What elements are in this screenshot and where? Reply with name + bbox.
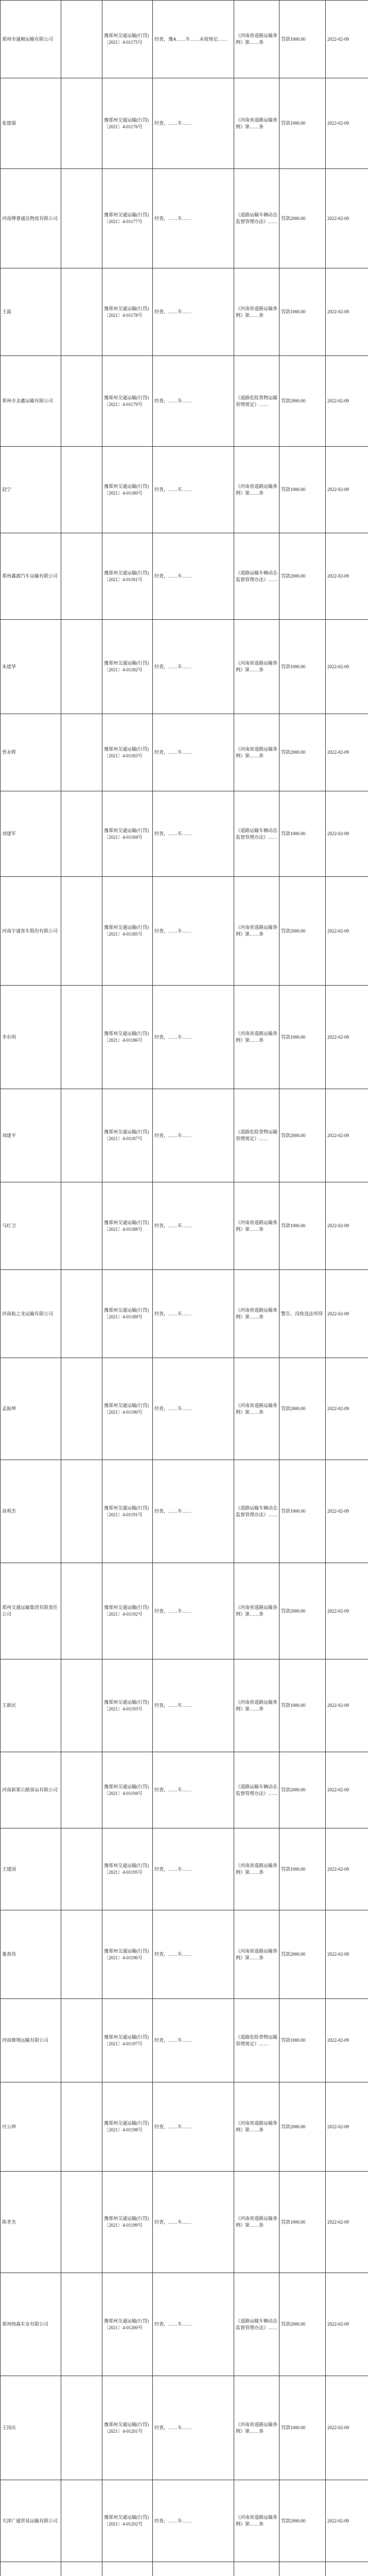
table-row xyxy=(1,2172,368,2273)
penalty-result-cell: 罚款1000.00 xyxy=(279,791,326,877)
violation-description-cell: 经查，……车…… xyxy=(153,877,234,986)
decision-number-cell: 豫郑州交通运输(行罚)〔2021〕4-01180号 xyxy=(102,447,153,533)
table-row xyxy=(1,1563,368,1659)
violation-description-cell: 经查，……车…… xyxy=(153,1182,234,1270)
table-row xyxy=(1,877,368,986)
decision-number-cell: 豫郑州交通运输(行罚)〔2021〕4-01199号 xyxy=(102,2172,153,2273)
decision-number-cell: 豫郑州交通运输(行罚)〔2021〕4-01195号 xyxy=(102,1828,153,1910)
party-name-cell: 赵宁 xyxy=(1,447,61,533)
table-row xyxy=(1,1752,368,1828)
penalty-result-cell: 罚款1000.00 xyxy=(279,268,326,356)
legal-basis-cell: 《河南省道路运输条例》第……条 xyxy=(234,2480,279,2562)
decision-date-cell: 2022-02-09 xyxy=(326,169,368,268)
penalty-result-cell xyxy=(279,2562,326,2576)
penalty-result-cell: 罚款1000.00 xyxy=(279,1182,326,1270)
penalty-result-cell: 罚款1000.00 xyxy=(279,1828,326,1910)
party-name-cell: 河南博睿通达物流有限公司 xyxy=(1,169,61,268)
decision-number-cell: 豫郑州交通运输(行罚)〔2021〕4-01201号 xyxy=(102,2376,153,2480)
decision-date-cell: 2022-02-09 xyxy=(326,2376,368,2480)
table-row xyxy=(1,1999,368,2082)
party-name-cell: 付云坤 xyxy=(1,2082,61,2172)
decision-date-cell: 2022-02-09 xyxy=(326,714,368,791)
decision-date-cell: 2022-02-09 xyxy=(326,2273,368,2376)
decision-number-cell: 豫郑州交通运输(行罚)〔2021〕4-01179号 xyxy=(102,356,153,447)
party-name-cell: 王新民 xyxy=(1,1659,61,1752)
decision-date-cell: 2022-02-09 xyxy=(326,533,368,620)
decision-number-cell: 豫郑州交通运输(行罚)〔2021〕4-01200号 xyxy=(102,2273,153,2376)
violation-description-cell: 经查，……车…… xyxy=(153,1358,234,1460)
decision-date-cell: 2022-02-09 xyxy=(326,1358,368,1460)
decision-number-cell xyxy=(102,2562,153,2576)
blank-cell xyxy=(61,447,102,533)
penalty-result-cell: 罚款2000.00 xyxy=(279,1563,326,1659)
penalty-result-cell: 警告、没收违法所得 xyxy=(279,1270,326,1358)
legal-basis-cell: 《河南省道路运输条例》第……条 xyxy=(234,1,279,78)
violation-description-cell: 经查，……车…… xyxy=(153,1563,234,1659)
penalty-result-cell: 罚款1000.00 xyxy=(279,1999,326,2082)
blank-cell xyxy=(61,2376,102,2480)
violation-description-cell: 经查，……车…… xyxy=(153,2172,234,2273)
penalty-result-cell: 罚款1000.00 xyxy=(279,1,326,78)
legal-basis-cell: 《道路危险货物运输管理规定》…… xyxy=(234,1089,279,1182)
table-row xyxy=(1,78,368,169)
decision-date-cell: 2022-02-09 xyxy=(326,1659,368,1752)
decision-date-cell: 2022-02-09 xyxy=(326,1828,368,1910)
party-name-cell: 河南新郑公路客运有限公司 xyxy=(1,1752,61,1828)
decision-date-cell: 2022-02-09 xyxy=(326,2480,368,2562)
table-row xyxy=(1,356,368,447)
legal-basis-cell: 《河南省道路运输条例》第……条 xyxy=(234,1910,279,1999)
violation-description-cell: 经查，……车…… xyxy=(153,1089,234,1182)
blank-cell xyxy=(61,1460,102,1563)
legal-basis-cell: 《河南省道路运输条例》第……条 xyxy=(234,78,279,169)
legal-basis-cell: 《道路危险货物运输管理规定》…… xyxy=(234,356,279,447)
legal-basis-cell: 《河南省道路运输条例》第……条 xyxy=(234,1358,279,1460)
decision-date-cell: 2022-02-09 xyxy=(326,986,368,1089)
party-name-cell: 刘建军 xyxy=(1,791,61,877)
legal-basis-cell: 《道路危险货物运输管理规定》…… xyxy=(234,1999,279,2082)
party-name-cell: 郑州纳森实业有限公司 xyxy=(1,2273,61,2376)
decision-number-cell: 豫郑州交通运输(行罚)〔2021〕4-01193号 xyxy=(102,1659,153,1752)
decision-date-cell: 2022-02-09 xyxy=(326,877,368,986)
blank-cell xyxy=(61,2172,102,2273)
table-row xyxy=(1,447,368,533)
blank-cell xyxy=(61,1999,102,2082)
violation-description-cell: 经查，豫A……车……未按规定…… xyxy=(153,1,234,78)
penalty-result-cell: 罚款1000.00 xyxy=(279,447,326,533)
legal-basis-cell: 《河南省道路运输条例》第……条 xyxy=(234,714,279,791)
table-row xyxy=(1,1828,368,1910)
party-name-cell: 郑州鑫源汽车运输有限公司 xyxy=(1,533,61,620)
violation-description-cell: 经查，……车…… xyxy=(153,1828,234,1910)
violation-description-cell: 经查，……车…… xyxy=(153,620,234,714)
decision-number-cell: 豫郑州交通运输(行罚)〔2021〕4-01198号 xyxy=(102,2082,153,2172)
legal-basis-cell: 《河南省道路运输条例》第……条 xyxy=(234,447,279,533)
table-row xyxy=(1,2376,368,2480)
decision-date-cell: 2022-02-09 xyxy=(326,1182,368,1270)
decision-number-cell: 豫郑州交通运输(行罚)〔2021〕4-01192号 xyxy=(102,1563,153,1659)
table-row xyxy=(1,1460,368,1563)
penalty-result-cell: 罚款2000.00 xyxy=(279,1910,326,1999)
decision-number-cell: 豫郑州交通运输(行罚)〔2021〕4-01202号 xyxy=(102,2480,153,2562)
legal-basis-cell: 《河南省道路运输条例》第……条 xyxy=(234,986,279,1089)
table-row xyxy=(1,1910,368,1999)
blank-cell xyxy=(61,268,102,356)
party-name-cell: 天津广通贸易运输有限公司 xyxy=(1,2480,61,2562)
penalty-result-cell: 罚款2000.00 xyxy=(279,877,326,986)
decision-date-cell: 2022-02-09 xyxy=(326,268,368,356)
legal-basis-cell xyxy=(234,2562,279,2576)
party-name-cell: 孟振坤 xyxy=(1,1358,61,1460)
blank-cell xyxy=(61,78,102,169)
decision-number-cell: 豫郑州交通运输(行罚)〔2021〕4-01196号 xyxy=(102,1910,153,1999)
table-row xyxy=(1,1,368,78)
party-name-cell: 河南宇通客车股份有限公司 xyxy=(1,877,61,986)
legal-basis-cell: 《河南省道路运输条例》第……条 xyxy=(234,1563,279,1659)
decision-number-cell: 豫郑州交通运输(行罚)〔2021〕4-01189号 xyxy=(102,1270,153,1358)
violation-description-cell: 经查，……车…… xyxy=(153,1910,234,1999)
blank-cell xyxy=(61,1828,102,1910)
decision-date-cell: 2022-02-09 xyxy=(326,447,368,533)
decision-number-cell: 豫郑州交通运输(行罚)〔2021〕4-01187号 xyxy=(102,1089,153,1182)
party-name-cell: 马红卫 xyxy=(1,1182,61,1270)
decision-date-cell: 2022-02-09 xyxy=(326,1270,368,1358)
party-name-cell: 王建国 xyxy=(1,1828,61,1910)
legal-basis-cell: 《河南省道路运输条例》第……条 xyxy=(234,2082,279,2172)
penalty-result-cell: 罚款1000.00 xyxy=(279,2172,326,2273)
blank-cell xyxy=(61,2082,102,2172)
violation-description-cell xyxy=(153,2562,234,2576)
party-name-cell: 刘建平 xyxy=(1,1089,61,1182)
blank-cell xyxy=(61,1270,102,1358)
penalty-result-cell: 罚款1000.00 xyxy=(279,620,326,714)
decision-date-cell: 2022-02-09 xyxy=(326,620,368,714)
penalty-result-cell: 罚款1000.00 xyxy=(279,78,326,169)
penalty-result-cell: 罚款2000.00 xyxy=(279,1358,326,1460)
penalty-result-cell: 罚款2000.00 xyxy=(279,169,326,268)
legal-basis-cell: 《河南省道路运输条例》第……条 xyxy=(234,268,279,356)
decision-date-cell: 2022-02-09 xyxy=(326,1089,368,1182)
party-name-cell: 王磊 xyxy=(1,268,61,356)
decision-number-cell: 豫郑州交通运输(行罚)〔2021〕4-01176号 xyxy=(102,78,153,169)
party-name-cell: 贾永辉 xyxy=(1,714,61,791)
legal-basis-cell: 《河南省道路运输条例》第……条 xyxy=(234,620,279,714)
decision-date-cell: 2022-02-09 xyxy=(326,1752,368,1828)
decision-number-cell: 豫郑州交通运输(行罚)〔2021〕4-01184号 xyxy=(102,791,153,877)
table-row xyxy=(1,2082,368,2172)
decision-number-cell: 豫郑州交通运输(行罚)〔2021〕4-01191号 xyxy=(102,1460,153,1563)
violation-description-cell: 经查，……车…… xyxy=(153,714,234,791)
violation-description-cell: 经查，……车…… xyxy=(153,791,234,877)
penalty-result-cell: 罚款2000.00 xyxy=(279,533,326,620)
party-name-cell: 高利杰 xyxy=(1,1460,61,1563)
legal-basis-cell: 《道路运输车辆动态监督管理办法》…… xyxy=(234,533,279,620)
table-row xyxy=(1,986,368,1089)
legal-basis-cell: 《河南省道路运输条例》第……条 xyxy=(234,1659,279,1752)
party-name-cell: 郑州交通运输集团有限责任公司 xyxy=(1,1563,61,1659)
legal-basis-cell: 《道路运输车辆动态监督管理办法》…… xyxy=(234,1752,279,1828)
decision-number-cell: 豫郑州交通运输(行罚)〔2021〕4-01177号 xyxy=(102,169,153,268)
decision-date-cell: 2022-02-09 xyxy=(326,356,368,447)
blank-cell xyxy=(61,1659,102,1752)
party-name-cell: 郑州市通顺运输有限公司 xyxy=(1,1,61,78)
blank-cell xyxy=(61,877,102,986)
blank-cell xyxy=(61,2480,102,2562)
decision-date-cell xyxy=(326,2562,368,2576)
penalty-result-cell: 罚款2000.00 xyxy=(279,1089,326,1182)
decision-date-cell: 2022-02-09 xyxy=(326,1460,368,1563)
decision-number-cell: 豫郑州交通运输(行罚)〔2021〕4-01190号 xyxy=(102,1358,153,1460)
table-row xyxy=(1,2562,368,2576)
penalty-result-cell: 罚款1000.00 xyxy=(279,986,326,1089)
decision-date-cell: 2022-02-09 xyxy=(326,1,368,78)
legal-basis-cell: 《河南省道路运输条例》第……条 xyxy=(234,1270,279,1358)
table-row xyxy=(1,1659,368,1752)
blank-cell xyxy=(61,714,102,791)
blank-cell xyxy=(61,533,102,620)
violation-description-cell: 经查，……车…… xyxy=(153,268,234,356)
party-name-cell: 河南航之龙运输有限公司 xyxy=(1,1270,61,1358)
party-name-cell: 郑州市金鑫运输有限公司 xyxy=(1,356,61,447)
violation-description-cell: 经查，……车…… xyxy=(153,2273,234,2376)
penalty-result-cell: 罚款2000.00 xyxy=(279,2082,326,2172)
decision-number-cell: 豫郑州交通运输(行罚)〔2021〕4-01183号 xyxy=(102,714,153,791)
blank-cell xyxy=(61,620,102,714)
table-row xyxy=(1,533,368,620)
violation-description-cell: 经查，……车…… xyxy=(153,1999,234,2082)
violation-description-cell: 经查，……车…… xyxy=(153,356,234,447)
table-row xyxy=(1,268,368,356)
table-row xyxy=(1,1089,368,1182)
penalty-result-cell: 罚款2000.00 xyxy=(279,2480,326,2562)
party-name-cell: 河南鼎翔运输有限公司 xyxy=(1,1999,61,2082)
blank-cell xyxy=(61,1752,102,1828)
penalty-result-cell: 罚款2000.00 xyxy=(279,356,326,447)
blank-cell xyxy=(61,1,102,78)
blank-cell xyxy=(61,1182,102,1270)
decision-number-cell: 豫郑州交通运输(行罚)〔2021〕4-01197号 xyxy=(102,1999,153,2082)
party-name-cell: 陈孝杰 xyxy=(1,2172,61,2273)
decision-number-cell: 豫郑州交通运输(行罚)〔2021〕4-01194号 xyxy=(102,1752,153,1828)
violation-description-cell: 经查，……车…… xyxy=(153,986,234,1089)
decision-number-cell: 豫郑州交通运输(行罚)〔2021〕4-01186号 xyxy=(102,986,153,1089)
decision-date-cell: 2022-02-09 xyxy=(326,2172,368,2273)
violation-description-cell: 经查，……车…… xyxy=(153,2480,234,2562)
decision-number-cell: 豫郑州交通运输(行罚)〔2021〕4-01188号 xyxy=(102,1182,153,1270)
blank-cell xyxy=(61,2562,102,2576)
table-row xyxy=(1,2480,368,2562)
party-name-cell xyxy=(1,2562,61,2576)
blank-cell xyxy=(61,1358,102,1460)
penalty-table-body xyxy=(1,1,368,2576)
table-row xyxy=(1,2273,368,2376)
violation-description-cell: 经查，……车…… xyxy=(153,1460,234,1563)
decision-date-cell: 2022-02-09 xyxy=(326,1563,368,1659)
legal-basis-cell: 《河南省道路运输条例》第……条 xyxy=(234,2376,279,2480)
legal-basis-cell: 《道路运输车辆动态监督管理办法》…… xyxy=(234,1460,279,1563)
table-row xyxy=(1,1182,368,1270)
blank-cell xyxy=(61,356,102,447)
violation-description-cell: 经查，……车…… xyxy=(153,1270,234,1358)
violation-description-cell: 经查，……车…… xyxy=(153,533,234,620)
penalty-result-cell: 罚款1000.00 xyxy=(279,1460,326,1563)
decision-number-cell: 豫郑州交通运输(行罚)〔2021〕4-01181号 xyxy=(102,533,153,620)
legal-basis-cell: 《河南省道路运输条例》第……条 xyxy=(234,1828,279,1910)
penalty-result-cell: 罚款1000.00 xyxy=(279,1659,326,1752)
violation-description-cell: 经查，……车…… xyxy=(153,2082,234,2172)
table-row xyxy=(1,169,368,268)
decision-number-cell: 豫郑州交通运输(行罚)〔2021〕4-01185号 xyxy=(102,877,153,986)
legal-basis-cell: 《河南省道路运输条例》第……条 xyxy=(234,1182,279,1270)
blank-cell xyxy=(61,791,102,877)
legal-basis-cell: 《道路运输车辆动态监督管理办法》…… xyxy=(234,169,279,268)
blank-cell xyxy=(61,1910,102,1999)
table-row xyxy=(1,620,368,714)
decision-date-cell: 2022-02-09 xyxy=(326,791,368,877)
decision-number-cell: 豫郑州交通运输(行罚)〔2021〕4-01182号 xyxy=(102,620,153,714)
blank-cell xyxy=(61,169,102,268)
legal-basis-cell: 《河南省道路运输条例》第……条 xyxy=(234,877,279,986)
party-name-cell: 张建强 xyxy=(1,78,61,169)
blank-cell xyxy=(61,1089,102,1182)
penalty-result-cell: 罚款2000.00 xyxy=(279,714,326,791)
table-row xyxy=(1,1358,368,1460)
table-row xyxy=(1,791,368,877)
table-row xyxy=(1,1270,368,1358)
legal-basis-cell: 《河南省道路运输条例》第……条 xyxy=(234,2172,279,2273)
party-name-cell: 李东明 xyxy=(1,986,61,1089)
violation-description-cell: 经查，……车…… xyxy=(153,169,234,268)
table-row xyxy=(1,714,368,791)
penalty-result-cell: 罚款1000.00 xyxy=(279,2376,326,2480)
party-name-cell: 董春伟 xyxy=(1,1910,61,1999)
penalty-result-cell: 罚款2000.00 xyxy=(279,2273,326,2376)
legal-basis-cell: 《道路运输车辆动态监督管理办法》…… xyxy=(234,2273,279,2376)
decision-number-cell: 豫郑州交通运输(行罚)〔2021〕4-01178号 xyxy=(102,268,153,356)
party-name-cell: 朱建华 xyxy=(1,620,61,714)
blank-cell xyxy=(61,1563,102,1659)
legal-basis-cell: 《道路运输车辆动态监督管理办法》…… xyxy=(234,791,279,877)
violation-description-cell: 经查，……车…… xyxy=(153,1752,234,1828)
blank-cell xyxy=(61,2273,102,2376)
penalty-result-cell: 罚款2000.00 xyxy=(279,1752,326,1828)
violation-description-cell: 经查，……车…… xyxy=(153,447,234,533)
violation-description-cell: 经查，……车…… xyxy=(153,2376,234,2480)
party-name-cell: 王国庆 xyxy=(1,2376,61,2480)
decision-date-cell: 2022-02-09 xyxy=(326,78,368,169)
decision-date-cell: 2022-02-09 xyxy=(326,1999,368,2082)
decision-date-cell: 2022-02-09 xyxy=(326,2082,368,2172)
violation-description-cell: 经查，……车…… xyxy=(153,1659,234,1752)
decision-date-cell: 2022-02-09 xyxy=(326,1910,368,1999)
violation-description-cell: 经查，……车…… xyxy=(153,78,234,169)
blank-cell xyxy=(61,986,102,1089)
decision-number-cell: 豫郑州交通运输(行罚)〔2021〕4-01175号 xyxy=(102,1,153,78)
